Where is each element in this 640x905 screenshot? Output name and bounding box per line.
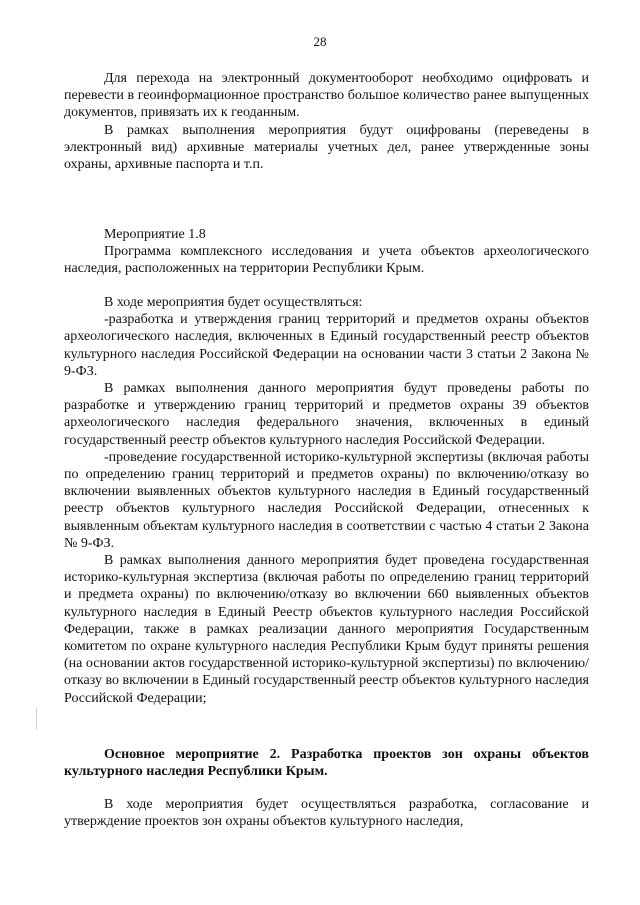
paragraph-protection-zones: В ходе мероприятия будет осуществляться разработка, согласование и утверждение проектов зон охраны объектов культурного наследия, (64, 797, 589, 830)
measure-1-8-header (64, 226, 589, 278)
main-measure-2-body (64, 796, 589, 830)
main-measure-2-header (64, 746, 589, 780)
paragraph-expertise-works: В рамках выполнения данного мероприятия будет проведена государственная историко-культурная экспертиза (включая работы по определению границ территорий и предмета охраны) по включению/отказу во включении 660 выявленных объектов культурного наследия в Единый Реестр объектов культурного наследия Российской Федерации, также в рамках реализации данного мероприятия Государственным комитетом по охране культурного наследия Республики Крым будут приняты решения (на основании актов государственной историко-культурной экспертизы) по включению/отказу во включении в Единый государственный реестр объектов культурного наследия Российской Федерации; (64, 553, 589, 706)
measure-1-8-body (64, 294, 589, 707)
paragraph-boundaries-works: В рамках выполнения данного мероприятия будут проведены работы по разработке и утверждению границ территорий и предметов охраны 39 объектов археологического наследия федерального значения, включенных в единый государственный реестр объектов культурного наследия Российской Федерации. (64, 381, 589, 448)
intro-section (64, 70, 589, 173)
measure-title: Мероприятие 1.8 (104, 227, 206, 242)
paragraph-digitization-need: Для перехода на электронный документооборот необходимо оцифровать и перевести в геоинформационное пространство большое количество ранее выпущенных документов, привязать их к геоданным. (64, 71, 589, 121)
measure-description: Программа комплексного исследования и учета объектов археологического наследия, расположенных на территории Республики Крым. (64, 244, 589, 277)
main-measure-2-title: Основное мероприятие 2. Разработка проектов зон охраны объектов культурного наследия Республики Крым. (64, 747, 589, 780)
page-number: 28 (313, 34, 327, 49)
margin-mark (36, 708, 37, 730)
paragraph-expertise: -проведение государственной историко-культурной экспертизы (включая работы по определению границ территорий и предметов охраны) по включению/отказу во включении выявленных объектов культурного наследия в Единый государственный реестр объектов культурного наследия Российской Федерации, отнесенных к выявленным объектам культурного наследия в соответствии с частью 4 статьи 2 Закона № 9-ФЗ. (64, 449, 589, 551)
paragraph-boundaries-development: -разработка и утверждения границ территорий и предметов охраны объектов археологического наследия, включенных в Единый государственный реестр объектов культурного наследия Российской Федерации на основании части 3 статьи 2 Закона № 9-ФЗ. (64, 312, 589, 379)
paragraph-activities-intro: В ходе мероприятия будет осуществляться: (104, 295, 363, 310)
paragraph-digitization-scope: В рамках выполнения мероприятия будут оцифрованы (переведены в электронный вид) архивные материалы учетных дел, ранее утвержденные зоны охраны, архивные паспорта и т.п. (64, 122, 589, 173)
